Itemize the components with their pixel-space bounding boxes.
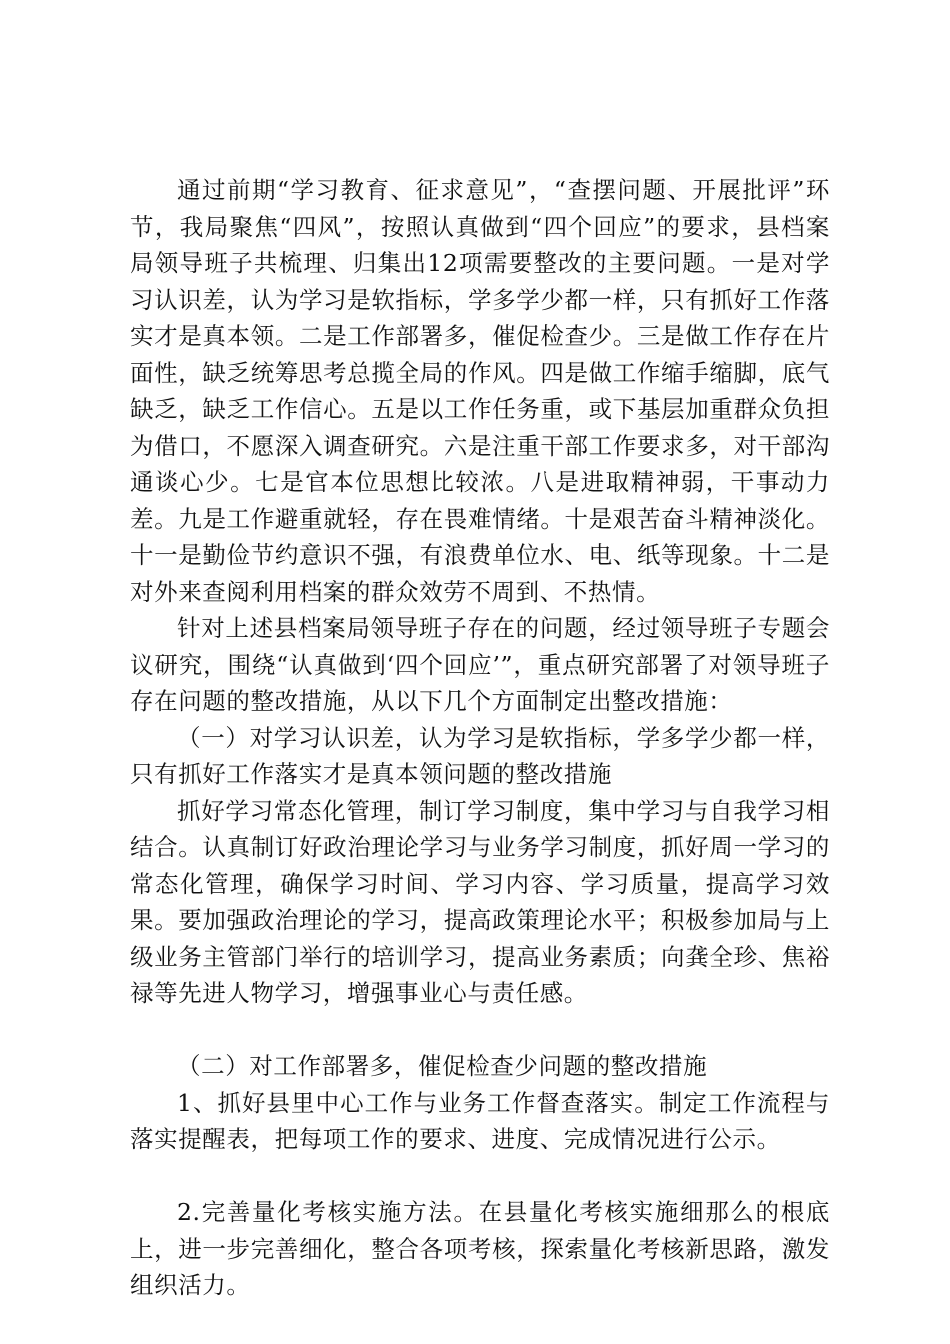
blank-line [130, 1158, 830, 1195]
paragraph-supervision: 1、抓好县里中心工作与业务工作督查落实。制定工作流程与落实提醒表，把每项工作的要求、进度、完成情况进行公示。 [130, 1088, 830, 1153]
document-body [130, 172, 830, 1304]
paragraph-study-management: 抓好学习常态化管理，制订学习制度，集中学习与自我学习相结合。认真制订好政治理论学习与业务学习制度，抓好周一学习的常态化管理，确保学习时间、学习内容、学习质量，提高学习效果。要加强政治理论的学习，提高政策理论水平；积极参加局与上级业务主管部门举行的培训学习，提高业务素质；向龚全珍、焦裕禄等先进人物学习，增强事业心与责任感。 [130, 796, 830, 1007]
heading-measure-one: （一）对学习认识差，认为学习是软指标，学多学少都一样，只有抓好工作落实才是真本领问题的整改措施 [130, 723, 830, 788]
blank-line [130, 1012, 830, 1049]
heading-measure-two: （二）对工作部署多，催促检查少问题的整改措施 [177, 1052, 708, 1080]
paragraph-problems-summary: 通过前期“学习教育、征求意见”，“查摆问题、开展批评”环节，我局聚焦“四风”，按照认真做到“四个回应”的要求，县档案局领导班子共梳理、归集出12项需要整改的主要问题。一是对学习认识差，认为学习是软指标，学多学少都一样，只有抓好工作落实才是真本领。二是工作部署多，催促检查少。三是做工作存在片面性，缺乏统筹思考总揽全局的作风。四是做工作缩手缩脚，底气缺乏，缺乏工作信心。五是以工作任务重，或下基层加重群众负担为借口，不愿深入调查研究。六是注重干部工作要求多，对干部沟通谈心少。七是官本位思想比较浓。八是进取精神弱，干事动力差。九是工作避重就轻，存在畏难情绪。十是艰苦奋斗精神淡化。十一是勤俭节约意识不强，有浪费单位水、电、纸等现象。十二是对外来查阅利用档案的群众效劳不周到、不热情。 [130, 176, 830, 606]
paragraph-quantitative-assessment: 2.完善量化考核实施方法。在县量化考核实施细那么的根底上，进一步完善细化，整合各项考核，探索量化考核新思路，激发组织活力。 [130, 1198, 830, 1299]
paragraph-rectification-intro: 针对上述县档案局领导班子存在的问题，经过领导班子专题会议研究，围绕“认真做到‘四个回应’”，重点研究部署了对领导班子存在问题的整改措施，从以下几个方面制定出整改措施： [130, 614, 830, 715]
